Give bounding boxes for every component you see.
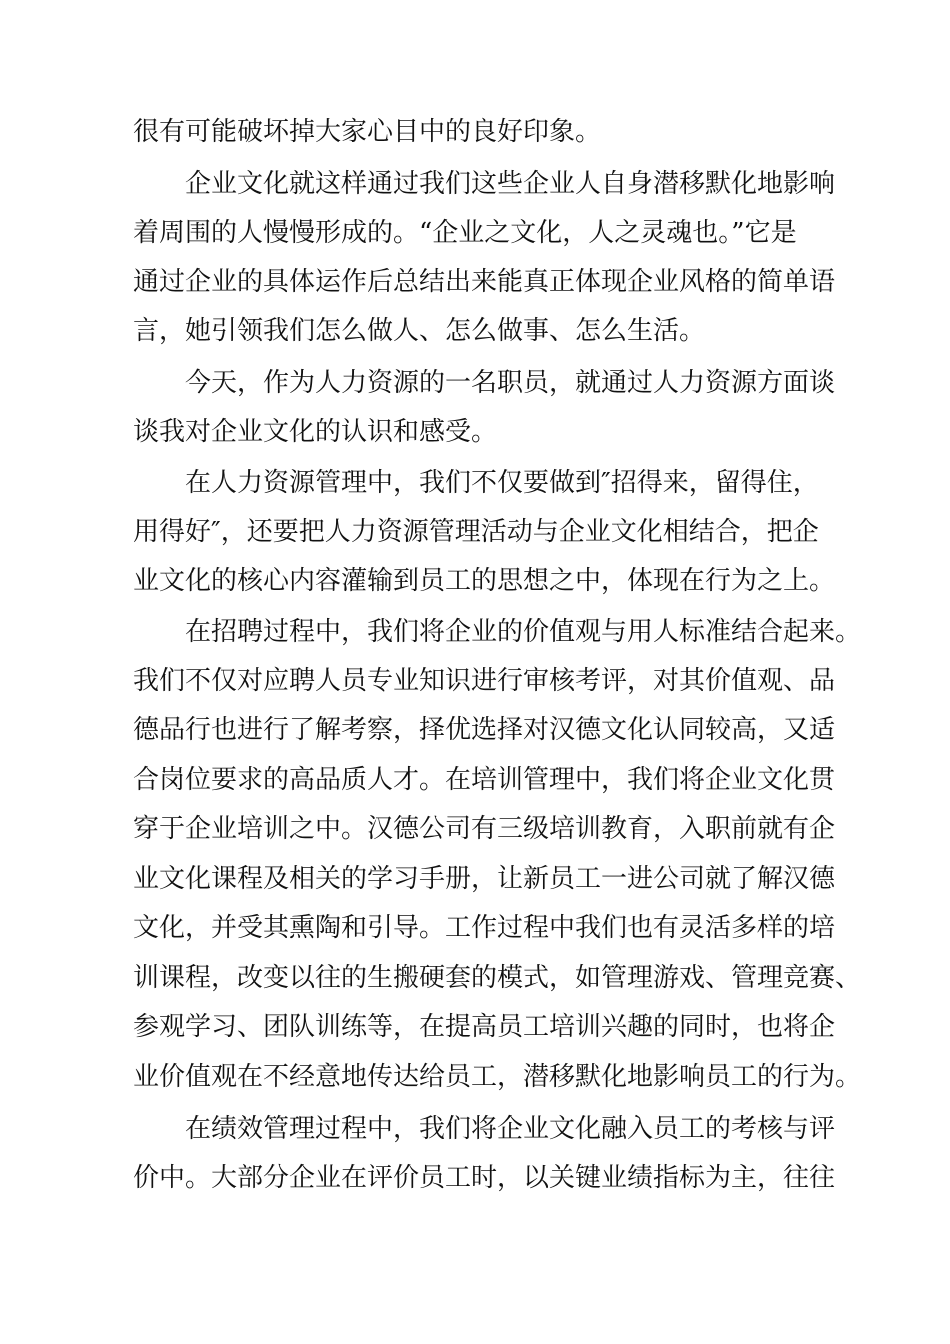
text-line: 业文化课程及相关的学习手册，让新员工一进公司就了解汉德: [133, 864, 836, 894]
text-line: 通过企业的具体运作后总结出来能真正体现企业风格的简单语: [133, 267, 836, 297]
text-line: 训课程，改变以往的生搬硬套的模式，如管理游戏、管理竞赛、: [133, 963, 862, 993]
text-line: 价中。大部分企业在评价员工时，以关键业绩指标为主，往往: [133, 1163, 836, 1193]
text-line: 在招聘过程中，我们将企业的价值观与用人标准结合起来。: [133, 617, 862, 647]
text-line: 企业文化就这样通过我们这些企业人自身潜移默化地影响: [133, 169, 836, 199]
text-line: 谈我对企业文化的认识和感受。: [133, 417, 498, 447]
text-line: 参观学习、团队训练等，在提高员工培训兴趣的同时，也将企: [133, 1012, 836, 1042]
text-line: 在绩效管理过程中，我们将企业文化融入员工的考核与评: [133, 1114, 836, 1144]
text-line: 业文化的核心内容灌输到员工的思想之中，体现在行为之上。: [133, 566, 836, 596]
text-line: 穿于企业培训之中。汉德公司有三级培训教育，入职前就有企: [133, 814, 836, 844]
text-line: 德品行也进行了解考察，择优选择对汉德文化认同较高，又适: [133, 715, 836, 745]
text-line: 用得好″，还要把人力资源管理活动与企业文化相结合，把企: [133, 517, 819, 547]
text-line: 文化，并受其熏陶和引导。工作过程中我们也有灵活多样的培: [133, 913, 836, 943]
text-line: 业价值观在不经意地传达给员工，潜移默化地影响员工的行为。: [133, 1062, 862, 1092]
text-line: 很有可能破坏掉大家心目中的良好印象。: [133, 117, 602, 147]
text-line: 合岗位要求的高品质人才。在培训管理中，我们将企业文化贯: [133, 765, 836, 795]
text-line: 今天，作为人力资源的一名职员，就通过人力资源方面谈: [133, 368, 836, 398]
text-line: 言，她引领我们怎么做人、怎么做事、怎么生活。: [133, 316, 706, 346]
text-line: 在人力资源管理中，我们不仅要做到″招得来，留得住，: [133, 468, 819, 498]
text-line: 我们不仅对应聘人员专业知识进行审核考评，对其价值观、品: [133, 666, 836, 696]
text-line: 着周围的人慢慢形成的。“企业之文化，人之灵魂也。”它是: [133, 218, 797, 248]
